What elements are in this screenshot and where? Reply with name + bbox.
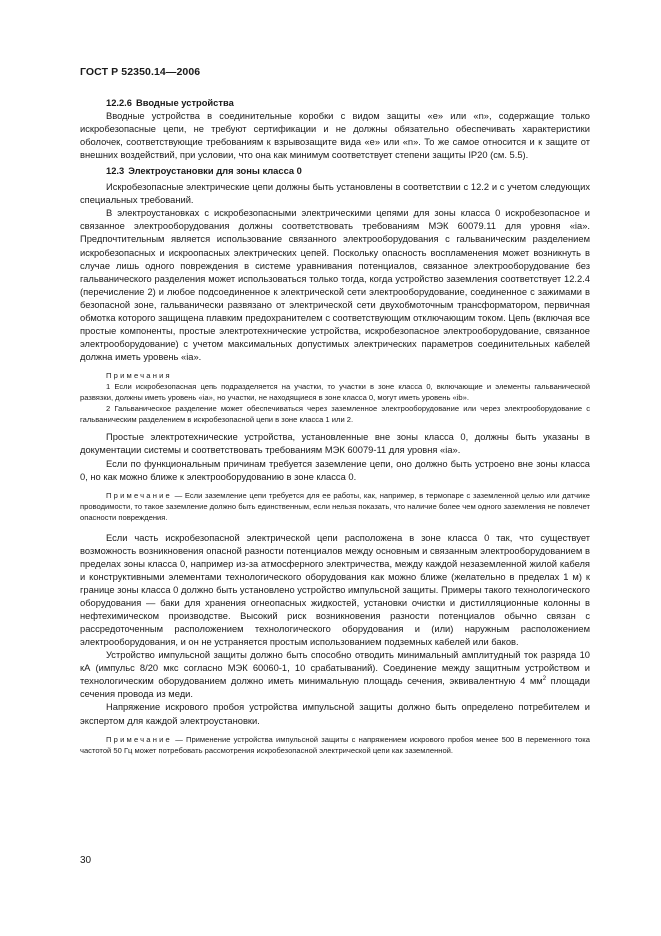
page-content (80, 97, 590, 756)
section-title: Вводные устройства (135, 98, 234, 108)
paragraph: Если часть искробезопасной электрической цепи расположена в зоне класса 0 так, что существует возможность возникновения опасной разности потенциалов между основным и связанным электрооборудованием в пределах зоны класса 0, например из-за атмосферного электричества, между каждой незаземленной жилой кабеля и конструктивными элементами технологического оборудования как можно ближе (желательно в пределах 1 м) к границе зоны класса 0 должно быть установлено устройство импульсной защиты. Примеры такого технологического оборудования — баки для хранения огнеопасных жидкостей, установки очистки и дистилляционные колонны в нефтехимическом производстве. Высокий риск возникновения разности потенциалов обычно связан с рассредоточенным расположением технологического оборудования и (или) наружным расположением электрооборудования, и он не устраняется простым использованием подземных кабелей или баков. (80, 532, 590, 648)
page-number: 30 (80, 855, 92, 866)
note-label: Примечание (106, 490, 172, 500)
paragraph: Вводные устройства в соединительные коробки с видом защиты «е» или «n», содержащие только искробезопасные цепи, не требуют сертификации и не должны обязательно обеспечивать характеристики оболочек, соответствующие требованиям к взрывозащите вида «е» или «n». То же самое относится и к защите от внешних воздействий, при условии, что она как минимум соответствует степени защиты IP20 (см. 5.5). (80, 111, 590, 161)
section-heading-12-2-6 (80, 97, 590, 110)
paragraph: Напряжение искрового пробоя устройства импульсной защиты должно быть определено потребителем и экспертом для каждой электроустановки. (80, 702, 590, 726)
superscript: 2 (542, 676, 547, 683)
section-number: 12.2.6 (106, 98, 132, 108)
note-2: 2 Гальваническое разделение может обеспечиваться через заземленное электрооборудование или через электрооборудование с гальваническим разделением в искробезопасной цепи в зоне класса 1 или 2. (80, 404, 590, 425)
document-code: ГОСТ Р 52350.14—2006 (80, 66, 201, 78)
section-number: 12.3 (106, 166, 125, 177)
note-text: — Применение устройства импульсной защиты с напряжением искрового пробоя менее 500 В переменного тока частотой 50 Гц может потребовать рассмотрения искробезопасной электрической цепи как заземленной. (80, 734, 590, 755)
paragraph: В электроустановках с искробезопасными электрическими цепями для зоны класса 0 искробезопасное и связанное электрооборудования должны соответствовать требованиям МЭК 60079.11 для уровня «ia». Предпочтительным является использование связанного электрооборудования с гальваническим разделением искробезопасных и искроопасных электрических цепей. Поскольку опасность воспламенения может возникнуть в случае лишь одного повреждения в системе уравнивания потенциалов, связанное электрооборудование без гальванического разделения может использоваться только тогда, когда устройство заземления соответствует 12.2.4 (перечисление 2) и любое подсоединенное к электрической сети электрооборудование, соединенное с зажимами в безопасной зоне, гальванически развязано от электрической сети двухобмоточным трансформатором, первичная обмотка которого защищена плавким предохранителем с соответствующим отключающим током. Цепь (включая все простые компоненты, простые электротехнические устройства, искробезопасное электрооборудование, связанное электрооборудование) с учетом максимальных допустимых электрических параметров соединительных кабелей должна иметь уровень «ia». (80, 208, 590, 362)
note-1: 1 Если искробезопасная цепь подразделяется на участки, то участки в зоне класса 0, включающие и элементы гальванической развязки, должны иметь уровень «ia», но участки, не находящиеся в зоне класса 0, могут иметь уровень «ib». (80, 382, 590, 403)
paragraph: Устройство импульсной защиты должно быть способно отводить минимальный амплитудный ток разряда 10 кА (импульс 8/20 мкс согласно МЭК 60060-1, 10 срабатываний). Соединение между защитным устройством и технологическим оборудованием должно иметь минимальную площадь сечения, эквивалентную 4 $мм^2$ площади сечения провода из меди. (80, 650, 590, 700)
note-label: Примечание (106, 734, 172, 744)
section-title: Электроустановки для зоны класса 0 (128, 166, 302, 177)
paragraph: Если по функциональным причинам требуется заземление цепи, оно должно быть устроено вне зоны класса 0, но как можно ближе к электрооборудованию в зоне класса 0. (80, 458, 590, 482)
note-3 (80, 490, 590, 523)
paragraph: Простые электротехнические устройства, установленные вне зоны класса 0, должны быть указаны в документации системы и соответствовать требованиям МЭК 60079-11 для уровня «ia». (80, 432, 590, 456)
section-heading-12-3 (80, 165, 590, 178)
note-4 (80, 734, 590, 756)
paragraph: Искробезопасные электрические цепи должны быть установлены в соответствии с 12.2 и с учетом следующих специальных требований. (80, 182, 590, 206)
note-text: — Если заземление цепи требуется для ее работы, как, например, в термопаре с заземленной целью или датчике проводимости, то такое заземление должно быть единственным, если нельзя показать, что наличие более чем одного заземления не повлечет опасности повреждения. (80, 490, 590, 522)
notes-title: Примечания (106, 370, 172, 380)
